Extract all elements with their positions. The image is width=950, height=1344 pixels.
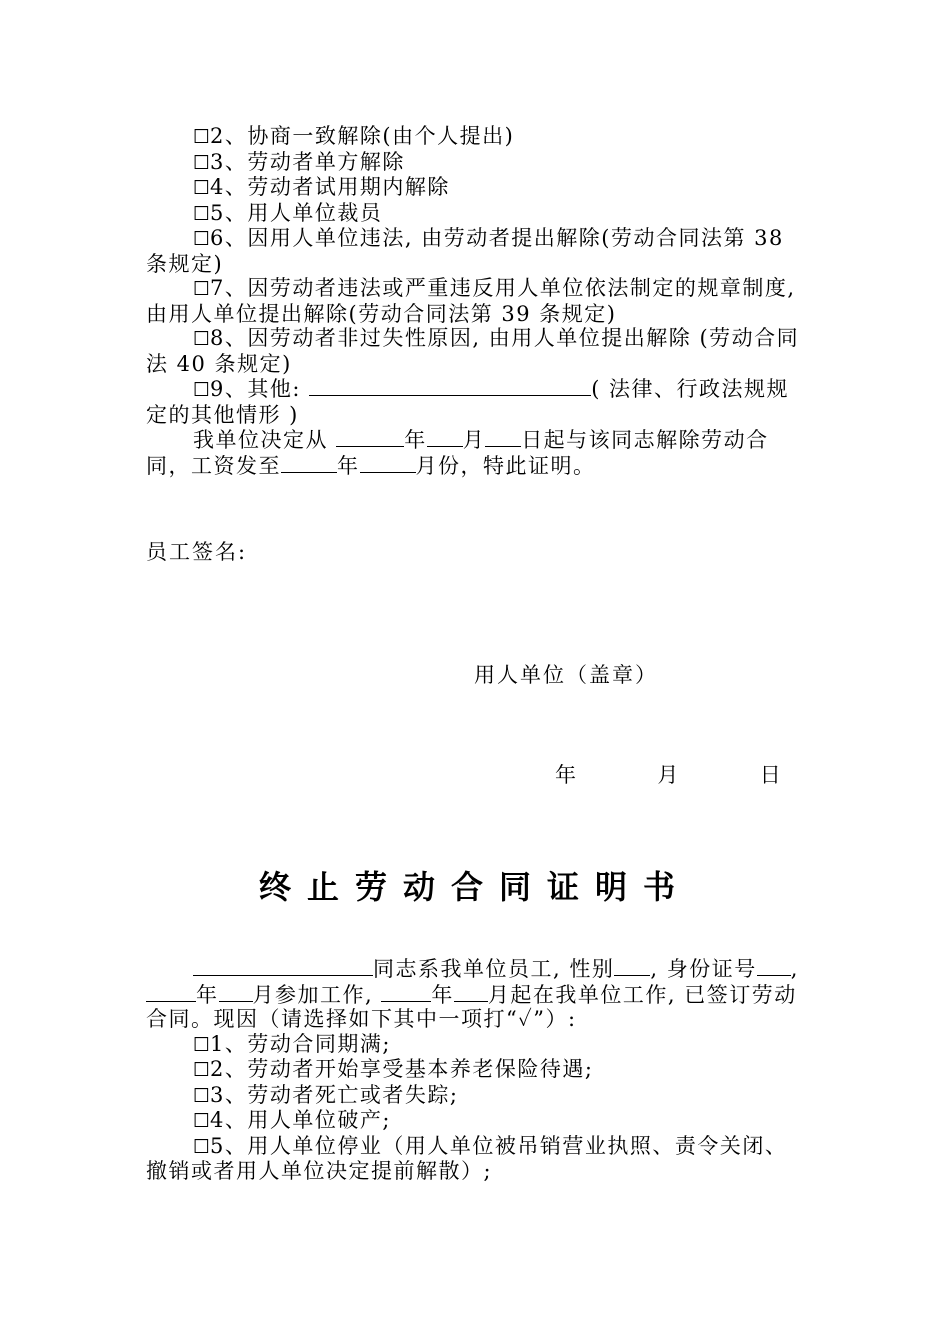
employee-signature-label: 员工签名: [146,540,248,564]
date-line [555,759,783,789]
gender-field[interactable] [614,956,650,976]
option-item: ☐2、劳动者开始享受基本养老保险待遇; [193,1057,594,1081]
checkbox-icon[interactable]: ☐ [193,228,211,250]
start-month-field[interactable] [427,427,463,447]
dissolution-options [146,124,806,478]
option-item: ☐1、劳动合同期满; [193,1031,391,1056]
option-item: ☐5、用人单位停业（用人单位被吊销营业执照、责令关闭、撤销或者用人单位决定提前解散）; [146,1133,788,1183]
salary-year-field[interactable] [281,453,337,473]
checkbox-icon[interactable]: ☐ [193,202,211,225]
start-year-field[interactable] [336,427,404,447]
checkbox-icon[interactable]: ☐ [193,1135,211,1158]
option-item: ☐3、劳动者死亡或者失踪; [193,1082,459,1107]
salary-month-field[interactable] [360,453,416,473]
checkbox-icon[interactable]: ☐ [193,1033,211,1056]
checkbox-icon[interactable]: ☐ [193,126,211,148]
checkbox-icon[interactable]: ☐ [193,151,211,174]
join-year-field[interactable] [146,982,196,1002]
id-number-field[interactable] [757,956,791,976]
option-item: ☐3、劳动者单方解除 [193,149,405,174]
date-month-label: 月 [657,763,681,787]
checkbox-icon[interactable]: ☐ [193,1084,211,1107]
checkbox-icon[interactable]: ☐ [193,1059,211,1081]
certificate-body [146,956,806,1184]
option-item-other: ☐9、其他: ( 法律、行政法规规定的其他情形 ) [146,377,790,427]
start-day-field[interactable] [485,427,521,447]
checkbox-icon[interactable]: ☐ [193,379,211,401]
decision-paragraph: 我单位决定从 年 月 日起与该同志解除劳动合同，工资发至 年 月份，特此证明。 [146,428,769,478]
checkbox-icon[interactable]: ☐ [193,177,211,199]
checkbox-icon[interactable]: ☐ [193,278,211,300]
employer-seal-label: 用人单位（盖章） [474,663,658,687]
other-reason-field[interactable] [309,376,591,396]
option-item: ☐4、劳动者试用期内解除 [193,175,450,199]
option-item: ☐2、协商一致解除(由个人提出) [193,124,515,148]
option-item: ☐6、因用人单位违法, 由劳动者提出解除(劳动合同法第 38 条规定) [146,226,784,276]
checkbox-icon[interactable]: ☐ [193,328,211,350]
option-item: ☐4、用人单位破产; [193,1108,391,1132]
page-title: 终止劳动合同证明书 [258,868,691,906]
work-month-field[interactable] [454,982,488,1002]
checkbox-icon[interactable]: ☐ [193,1110,211,1132]
option-item: ☐5、用人单位裁员 [193,200,383,225]
employee-name-field[interactable] [193,956,373,976]
work-year-field[interactable] [381,982,431,1002]
join-month-field[interactable] [219,982,253,1002]
option-item: ☐7、因劳动者违法或严重违反用人单位依法制定的规章制度, 由用人单位提出解除(劳动合同法第 39 条规定) [146,276,796,326]
date-day-label: 日 [759,763,783,787]
intro-paragraph: 同志系我单位员工, 性别 , 身份证号 ,年 月参加工作, 年 月起在我单位工作, 已签订劳动合同。现因（请选择如下其中一项打“✓”）: [146,957,799,1031]
option-item: ☐8、因劳动者非过失性原因, 由用人单位提出解除 (劳动合同法 40 条规定) [146,326,800,376]
date-year-label: 年 [555,763,578,787]
